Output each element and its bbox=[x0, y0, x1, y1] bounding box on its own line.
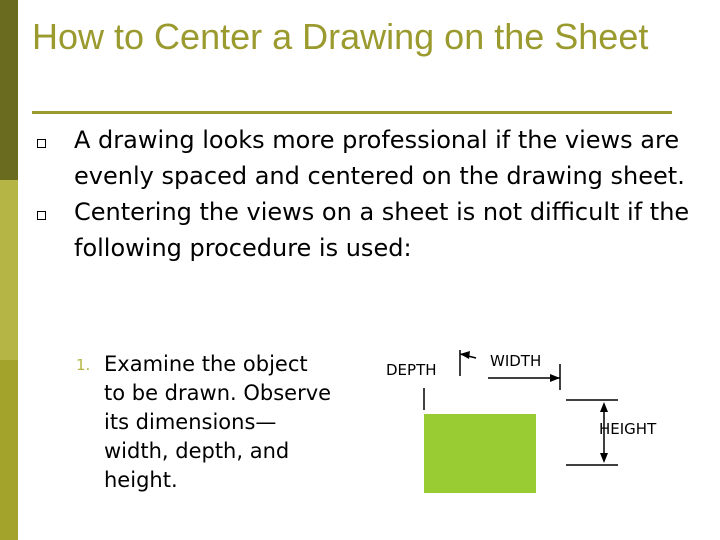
height-arrowhead-bottom bbox=[600, 453, 608, 463]
sidebar-accent bbox=[0, 0, 18, 540]
width-arrowhead bbox=[550, 374, 560, 382]
sidebar-segment-bottom bbox=[0, 360, 18, 540]
object-box bbox=[424, 414, 536, 493]
height-label: HEIGHT bbox=[599, 420, 657, 438]
step-text: Examine the object to be drawn. Observe its dimensions—width, depth, and height. bbox=[104, 352, 332, 492]
step-number: 1. bbox=[76, 356, 91, 374]
square-bullet-icon bbox=[37, 139, 46, 148]
bullet-text: A drawing looks more professional if the views are evenly spaced and centered on the drawing sheet. bbox=[74, 126, 685, 190]
bullet-item bbox=[32, 194, 692, 266]
bullet-list bbox=[32, 122, 692, 266]
square-bullet-icon bbox=[37, 211, 46, 220]
depth-label: DEPTH bbox=[386, 361, 437, 379]
bullet-item bbox=[32, 122, 692, 194]
slide-title: How to Center a Drawing on the Sheet bbox=[32, 16, 649, 57]
height-arrowhead-top bbox=[600, 402, 608, 412]
title-underline bbox=[32, 111, 672, 114]
width-label: WIDTH bbox=[490, 352, 542, 370]
sidebar-segment-middle bbox=[0, 180, 18, 360]
dimension-diagram bbox=[370, 340, 710, 540]
sidebar-segment-top bbox=[0, 0, 18, 180]
bullet-text: Centering the views on a sheet is not difficult if the following procedure is used: bbox=[74, 198, 690, 262]
